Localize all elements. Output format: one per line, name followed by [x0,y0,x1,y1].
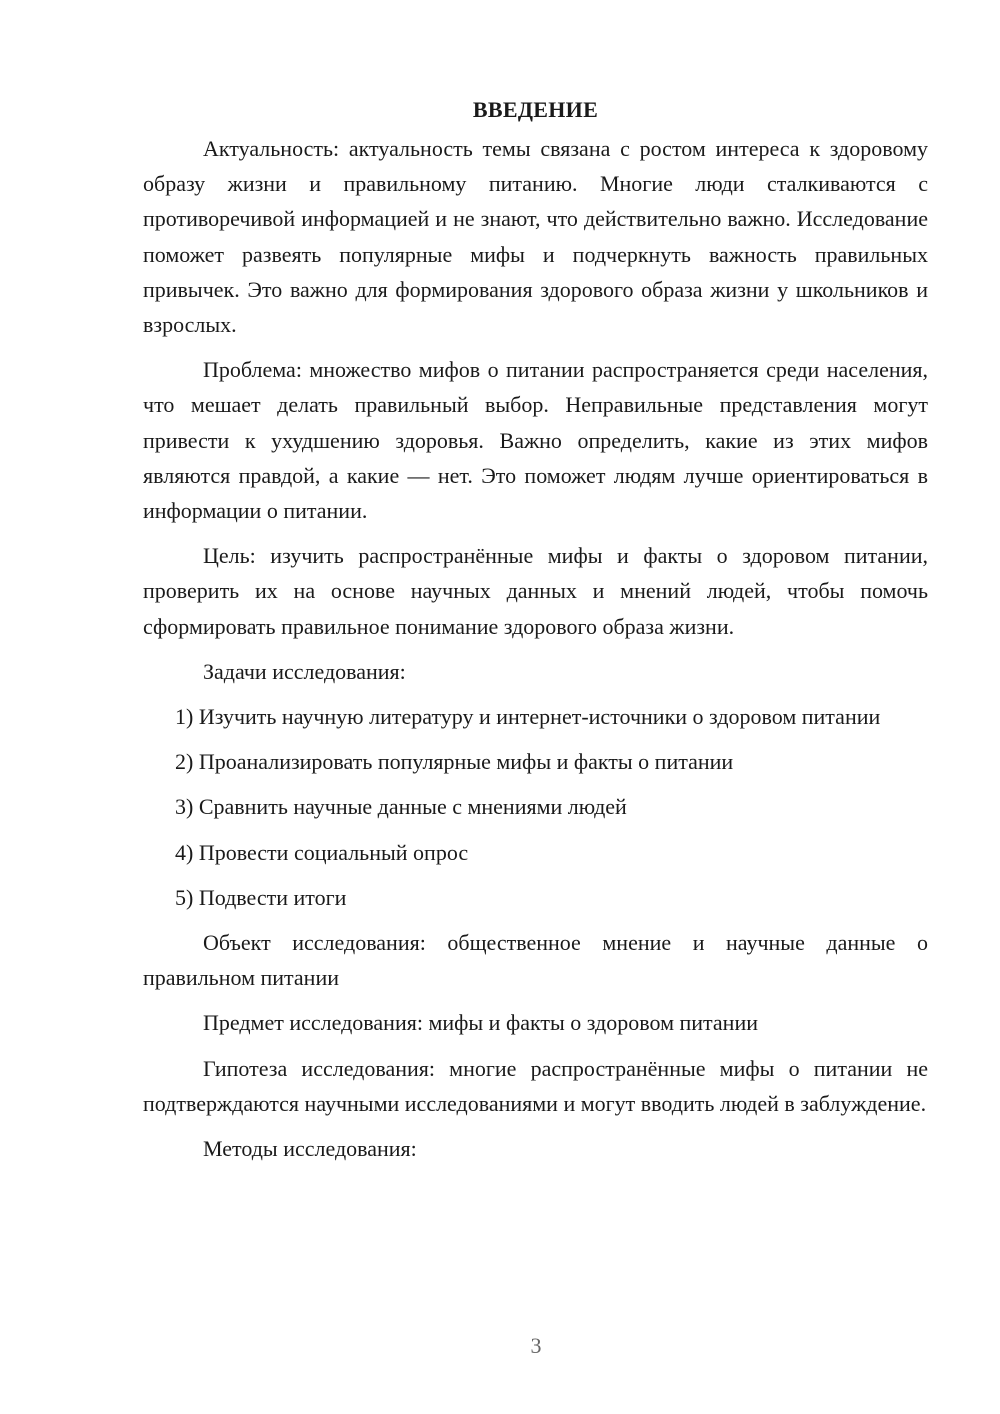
task-item-2: 2) Проанализировать популярные мифы и факты о питании [175,749,734,775]
document-page [143,92,928,1166]
page-number: 3 [530,1333,542,1358]
page-title: ВВЕДЕНИЕ [472,97,599,122]
task-item-1: 1) Изучить научную литературу и интернет-источники о здоровом питании [175,704,881,730]
tasks-title: Задачи исследования: [203,658,406,684]
relevance-paragraph: Актуальность: актуальность темы связана с ростом интереса к здоровому образу жизни и правильному питанию. Многие люди сталкиваются с противоречивой информацией и не знают, что действительно важно. Исследование поможет развеять популярные мифы и подчеркнуть важность правильных привычек. Это важно для формирования здорового образа жизни у школьников и взрослых. [143,136,928,338]
object-paragraph: Объект исследования: общественное мнение и научные данные о правильном питании [143,930,928,991]
task-item-5: 5) Подвести итоги [175,884,347,910]
hypothesis-paragraph: Гипотеза исследования: многие распространённые мифы о питании не подтверждаются научными исследованиями и могут вводить людей в заблуждение. [143,1055,928,1116]
goal-paragraph: Цель: изучить распространённые мифы и факты о здоровом питании, проверить их на основе научных данных и мнений людей, чтобы помочь сформировать правильное понимание здорового образа жизни. [143,543,928,639]
task-item-3: 3) Сравнить научные данные с мнениями людей [175,794,627,820]
subject-paragraph: Предмет исследования: мифы и факты о здоровом питании [203,1010,759,1036]
methods-title: Методы исследования: [203,1136,417,1162]
task-item-4: 4) Провести социальный опрос [175,839,469,865]
problem-paragraph: Проблема: множество мифов о питании распространяется среди населения, что мешает делать правильный выбор. Неправильные представления могут привести к ухудшению здоровья. Важно определить, какие из этих мифов являются правдой, а какие — нет. Это поможет людям лучше ориентироваться в информации о питании. [143,357,928,524]
